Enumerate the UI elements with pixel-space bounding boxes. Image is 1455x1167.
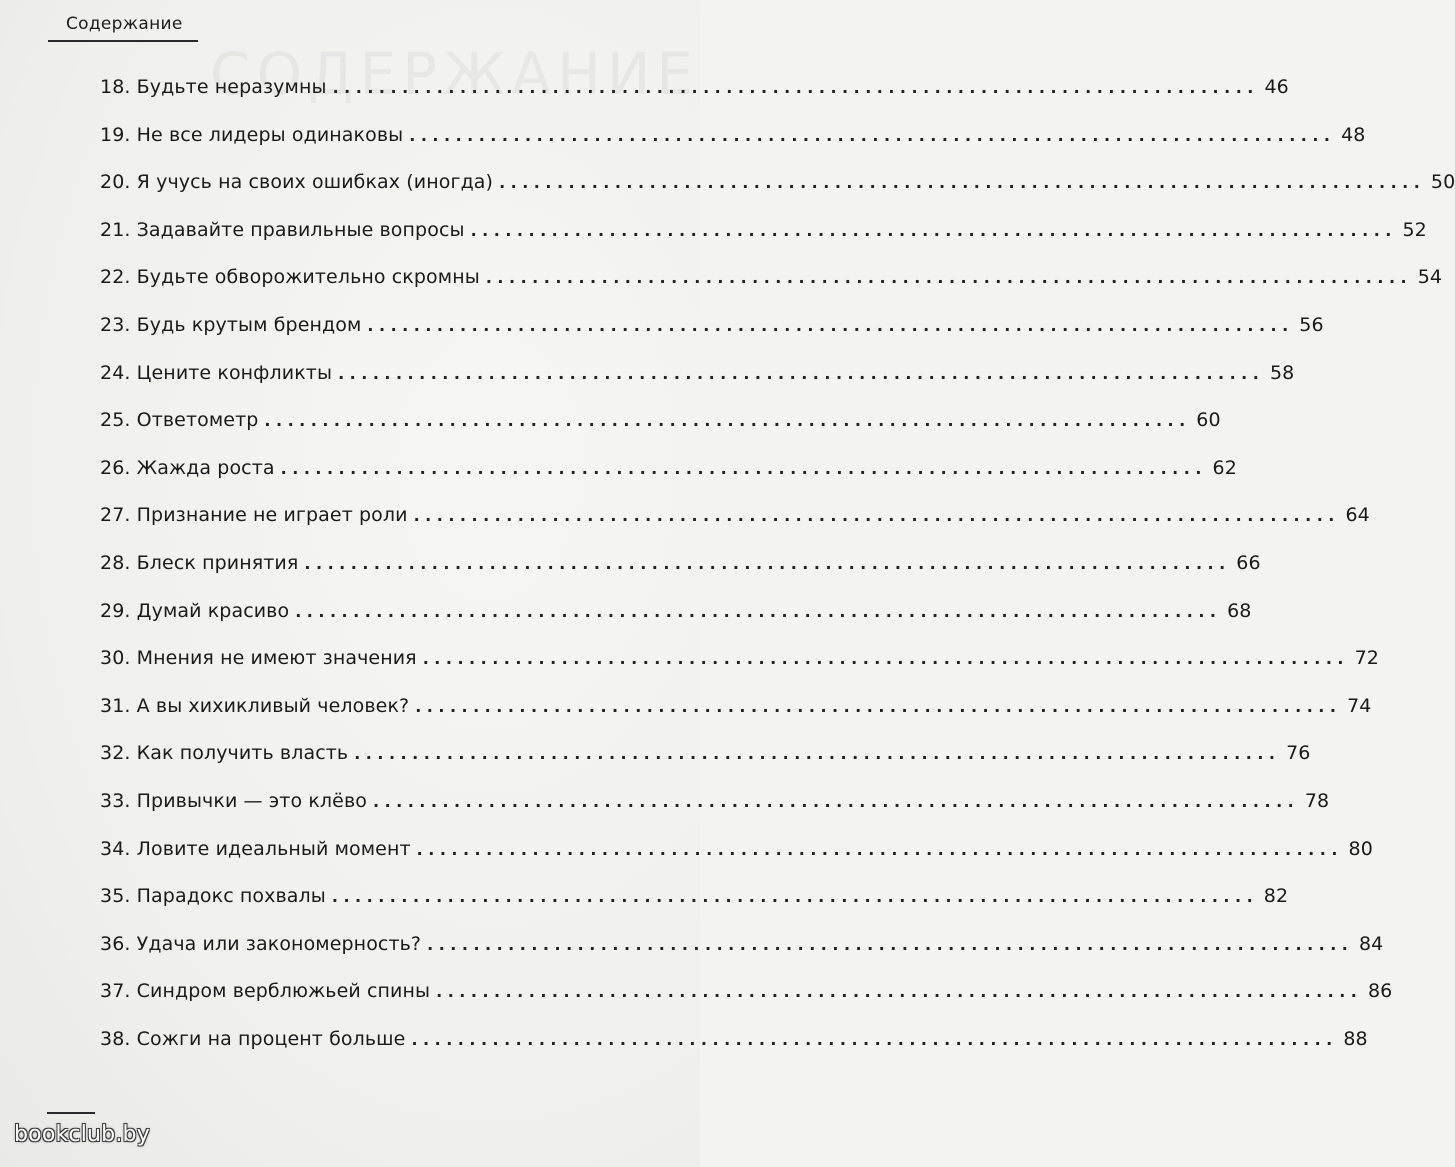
toc-entry-title: 27. Признание не играет роли — [100, 504, 408, 527]
toc-entry — [100, 968, 1393, 1016]
toc-entry-page-number: 66 — [1236, 551, 1261, 574]
toc-entry-page-number: 84 — [1358, 932, 1384, 955]
toc-entry-title: 37. Синдром верблюжьей спины — [100, 980, 431, 1003]
toc-entry-page-number: 52 — [1402, 218, 1427, 241]
toc-leader-dots: ................................................................................ — [367, 315, 1294, 335]
toc-entry — [100, 64, 1289, 112]
toc-leader-dots: ................................................................................ — [499, 173, 1426, 193]
toc-leader-dots: ................................................................................ — [411, 1029, 1338, 1049]
running-header — [48, 14, 198, 42]
toc-leader-dots: ................................................................................ — [332, 78, 1259, 97]
toc-entry-page-number: 76 — [1286, 742, 1311, 765]
toc-entry-title: 18. Будьте неразумны — [100, 76, 327, 98]
toc-entry-title: 29. Думай красиво — [100, 599, 290, 622]
toc-entry-title: 28. Блеск принятия — [100, 551, 299, 574]
toc-entry-title: 26. Жажда роста — [100, 456, 275, 479]
toc-entry — [100, 1016, 1368, 1064]
toc-entry — [100, 540, 1261, 588]
toc-entry — [100, 350, 1295, 398]
toc-entry — [100, 826, 1373, 874]
toc-entry-title: 21. Задавайте правильные вопросы — [100, 218, 465, 241]
toc-entry-page-number: 82 — [1263, 885, 1289, 908]
toc-entry-title: 19. Не все лидеры одинаковы — [100, 123, 404, 146]
toc-entry — [100, 112, 1366, 160]
toc-entry-title: 36. Удача или закономерность? — [100, 932, 422, 955]
toc-entry — [100, 778, 1330, 826]
toc-leader-dots: ................................................................................ — [413, 506, 1340, 526]
toc-entry-title: 24. Цените конфликты — [100, 361, 333, 384]
table-of-contents — [100, 64, 1455, 1063]
toc-entry-page-number: 60 — [1196, 409, 1221, 432]
toc-entry-title: 25. Ответометр — [100, 409, 259, 432]
toc-leader-dots: ................................................................................ — [436, 982, 1363, 1002]
toc-leader-dots: ................................................................................ — [372, 791, 1300, 811]
toc-entry-page-number: 54 — [1417, 266, 1443, 289]
toc-leader-dots: ................................................................................ — [427, 934, 1354, 954]
toc-entry-page-number: 68 — [1227, 599, 1252, 622]
toc-entry-title: 34. Ловите идеальный момент — [100, 837, 411, 860]
toc-leader-dots: ................................................................................ — [422, 649, 1349, 669]
toc-leader-dots: ................................................................................ — [485, 268, 1413, 288]
toc-entry-title: 33. Привычки — это клёво — [100, 789, 367, 812]
toc-entry-page-number: 62 — [1212, 456, 1237, 479]
toc-entry-title: 23. Будь крутым брендом — [100, 313, 362, 336]
toc-entry-page-number: 56 — [1299, 313, 1324, 336]
toc-entry-page-number: 74 — [1347, 694, 1372, 717]
toc-leader-dots: ................................................................................ — [470, 220, 1397, 240]
toc-entry — [100, 492, 1370, 540]
toc-entry-page-number: 46 — [1264, 76, 1289, 98]
toc-leader-dots: ................................................................................ — [338, 363, 1265, 383]
toc-entry-title: 22. Будьте обворожительно скромны — [100, 266, 480, 289]
running-header-title: Содержание — [66, 14, 183, 34]
toc-entry — [100, 302, 1324, 350]
toc-entry-title: 38. Сожги на процент больше — [100, 1027, 406, 1050]
toc-entry — [100, 207, 1427, 255]
toc-entry — [100, 730, 1311, 778]
toc-leader-dots: ................................................................................ — [354, 744, 1281, 764]
toc-entry-title: 30. Мнения не имеют значения — [100, 647, 417, 670]
toc-entry — [100, 873, 1289, 921]
toc-entry — [100, 588, 1252, 636]
toc-entry-title: 31. А вы хихикливый человек? — [100, 694, 410, 717]
toc-entry-title: 20. Я учусь на своих ошибках (иногда) — [100, 171, 494, 194]
toc-entry-page-number: 48 — [1341, 123, 1366, 146]
toc-entry-title: 32. Как получить власть — [100, 742, 349, 765]
toc-entry — [100, 159, 1455, 207]
toc-leader-dots: ................................................................................ — [280, 458, 1207, 478]
toc-entry-page-number: 72 — [1354, 647, 1379, 670]
toc-entry-page-number: 50 — [1430, 171, 1455, 194]
toc-leader-dots: ................................................................................ — [409, 125, 1336, 145]
toc-entry — [100, 683, 1372, 731]
toc-leader-dots: ................................................................................ — [415, 696, 1342, 716]
toc-entry-page-number: 88 — [1343, 1027, 1368, 1050]
site-watermark: bookclub.by — [14, 1122, 150, 1147]
toc-leader-dots: ................................................................................ — [304, 553, 1231, 573]
toc-entry — [100, 921, 1384, 969]
toc-entry — [100, 445, 1237, 493]
footer-rule — [47, 1112, 95, 1114]
toc-entry — [100, 254, 1443, 302]
toc-leader-dots: ................................................................................ — [264, 411, 1191, 431]
header-rule — [48, 40, 198, 42]
toc-entry-page-number: 58 — [1269, 361, 1295, 384]
toc-entry-page-number: 80 — [1348, 837, 1373, 860]
toc-entry-title: 35. Парадокс похвалы — [100, 885, 326, 908]
toc-leader-dots: ................................................................................ — [331, 887, 1259, 907]
toc-entry-page-number: 86 — [1367, 980, 1393, 1003]
toc-leader-dots: ................................................................................ — [295, 601, 1222, 621]
toc-entry-page-number: 64 — [1345, 504, 1370, 527]
toc-leader-dots: ................................................................................ — [416, 839, 1343, 859]
toc-entry-page-number: 78 — [1304, 789, 1330, 812]
toc-entry — [100, 635, 1379, 683]
toc-entry — [100, 397, 1221, 445]
